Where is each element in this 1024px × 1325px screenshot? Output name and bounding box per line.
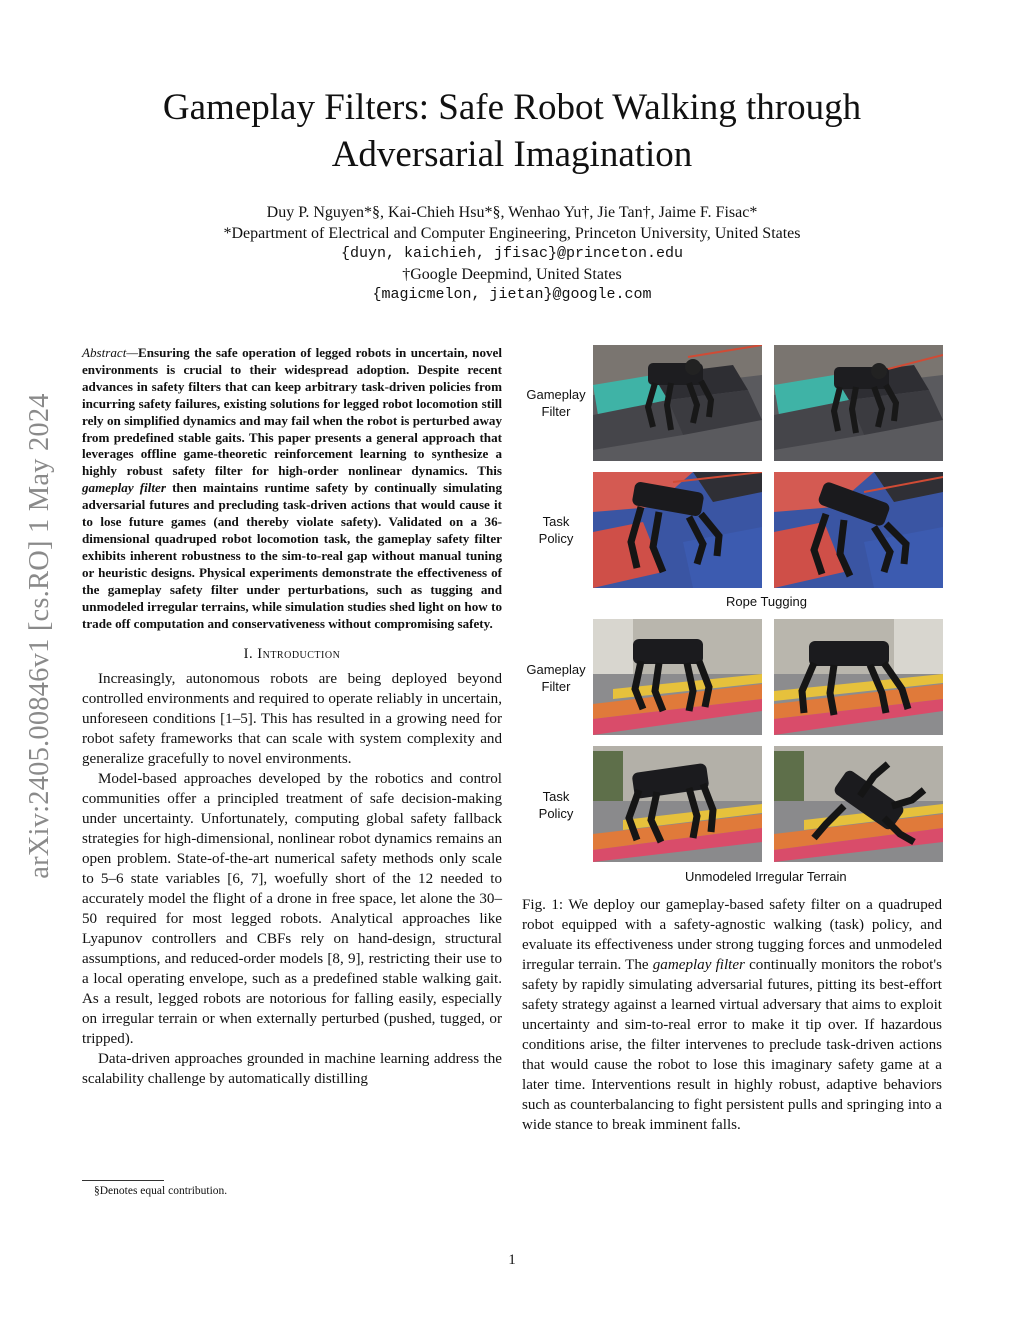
section-title: Introduction: [257, 646, 341, 663]
email-princeton: {duyn, kaichieh, jfisac}@princeton.edu: [340, 245, 684, 262]
title-line-2: Adversarial Imagination: [331, 134, 693, 175]
left-column: [82, 345, 502, 1089]
row-label-gameplay-filter-1: Gameplay Filter: [526, 387, 586, 419]
intro-paragraph-1: Increasingly, autonomous robots are being deployed beyond controlled environments and required to operate reliably in uncertain, unforeseen conditions [1–5]. This has resulted in a growing need for robot safety frameworks that can scale with system complexity and generalize gracefully to novel environments.: [82, 671, 502, 768]
abstract: [82, 345, 502, 632]
row-label-task-policy-2: Task Policy: [538, 789, 574, 821]
figure-caption: [522, 895, 942, 1135]
photo-filter-terrain-2: [774, 619, 943, 735]
caption-emphasis: gameplay filter: [652, 957, 745, 973]
page-number: 1: [508, 1252, 516, 1268]
abstract-emphasis: gameplay filter: [82, 480, 166, 496]
footnote: §Denotes equal contribution.: [94, 1185, 228, 1197]
abstract-label: Abstract—: [82, 345, 139, 360]
photo-task-tug-2: [774, 472, 943, 588]
group-label-irregular-terrain: Unmodeled Irregular Terrain: [685, 869, 847, 884]
section-heading: [82, 646, 502, 663]
author-block: [0, 203, 1024, 306]
affiliation-google: †Google Deepmind, United States: [402, 265, 622, 283]
abstract-text-1: Ensuring the safe operation of legged robots in uncertain, novel environments is crucial to their widespread adoption. Despite recent advances in safety filters that can keep arbitrary task-driven policies from incurring safety failures, existing solutions for legged robot locomotion still rely on simplified dynamics and may fail when the robot is perturbed away from predefined stable gaits. This paper presents a general approach that leverages offline game-theoretic reinforcement learning to synthesize a highly robust safety filter for high-order nonlinear dynamics. This: [82, 345, 502, 479]
row-label-task-policy-1: Task Policy: [538, 514, 574, 546]
caption-text-1: Fig. 1: We deploy our gameplay-based safety filter on a quadruped robot equipped with a safety-agnostic walking (task) policy, and evaluate its effectiveness under strong tugging forces and unmodeled irregular terrain. The: [522, 897, 942, 973]
group-label-rope-tugging: Rope Tugging: [726, 594, 807, 609]
photo-task-tug-1: [593, 472, 762, 588]
affiliation-princeton: *Department of Electrical and Computer Engineering, Princeton University, United States: [223, 224, 801, 242]
intro-paragraph-2: Model-based approaches developed by the robotics and control communities offer a principled treatment of safe decision-making under uncertainty. Unfortunately, computing global safety fallback strategies for high-dimensional, nonlinear robot dynamics remains an open problem. State-of-the-art numerical safety methods only scale to 5–6 state variables [6, 7], woefully short of the 12 needed to accurately model the flight of a drone in free space, let alone the 30–50 required for most legged robots. Analytical approaches like Lyapunov controllers and CBFs rely on hand-design, structural assumptions, and reduced-order models [8, 9], restricting their use to a local operating envelope, such as a predefined stable walking gait. As a result, legged robots are notorious for falling easily, especially on irregular terrain or when externally perturbed (pushed, tugged, or tripped).: [82, 771, 502, 1048]
figure-1: [518, 340, 948, 885]
author-list: Duy P. Nguyen*§, Kai-Chieh Hsu*§, Wenhao Yu†, Jie Tan†, Jaime F. Fisac*: [266, 204, 758, 221]
email-google: {magicmelon, jietan}@google.com: [372, 286, 652, 303]
abstract-text-2: then maintains runtime safety by continually simulating adversarial futures and precluding task-driven actions that would cause it to lose future games (and thereby violate safety). Validated on a 36-dimensional quadruped robot locomotion task, the gameplay safety filter exhibits inherent robustness to the sim-to-real gap without manual tuning or heuristic designs. Physical experiments demonstrate the effectiveness of the gameplay safety filter under perturbations, such as tugging and unmodeled irregular terrains, while simulation studies shed light on how to trade off computation and conservativeness without compromising safety.: [82, 480, 502, 631]
photo-task-terrain-1: [593, 746, 762, 862]
row-label-gameplay-filter-2: Gameplay Filter: [526, 662, 586, 694]
title-line-1: Gameplay Filters: Safe Robot Walking through: [162, 87, 862, 128]
photo-filter-tug-1: [593, 345, 762, 461]
photo-filter-terrain-1: [593, 619, 762, 735]
photo-task-terrain-2: [774, 746, 943, 862]
introduction-body: [82, 669, 502, 1089]
footnote-divider: [82, 1180, 164, 1181]
intro-paragraph-3: Data-driven approaches grounded in machine learning address the scalability challenge by automatically distilling: [82, 1051, 502, 1088]
paper-title: [0, 84, 1024, 178]
arxiv-identifier: arXiv:2405.00846v1 [cs.RO] 1 May 2024: [24, 393, 55, 879]
photo-filter-tug-2: [774, 345, 943, 461]
section-number: I.: [243, 646, 254, 663]
caption-text-2: continually monitors the robot's safety by rapidly simulating adversarial futures, pitting its best-effort safety strategy against a learned virtual adversary that aims to exploit uncertainty and sim-to-real error to make it tip over. If hazardous conditions arise, the filter intervenes to preclude task-driven actions that would cause the robot to lose this imaginary safety game at a later time. Interventions result in highly robust, adaptive behaviors such as counterbalancing to fight persistent pulls and springing into a wide stance to break imminent falls.: [522, 957, 942, 1133]
